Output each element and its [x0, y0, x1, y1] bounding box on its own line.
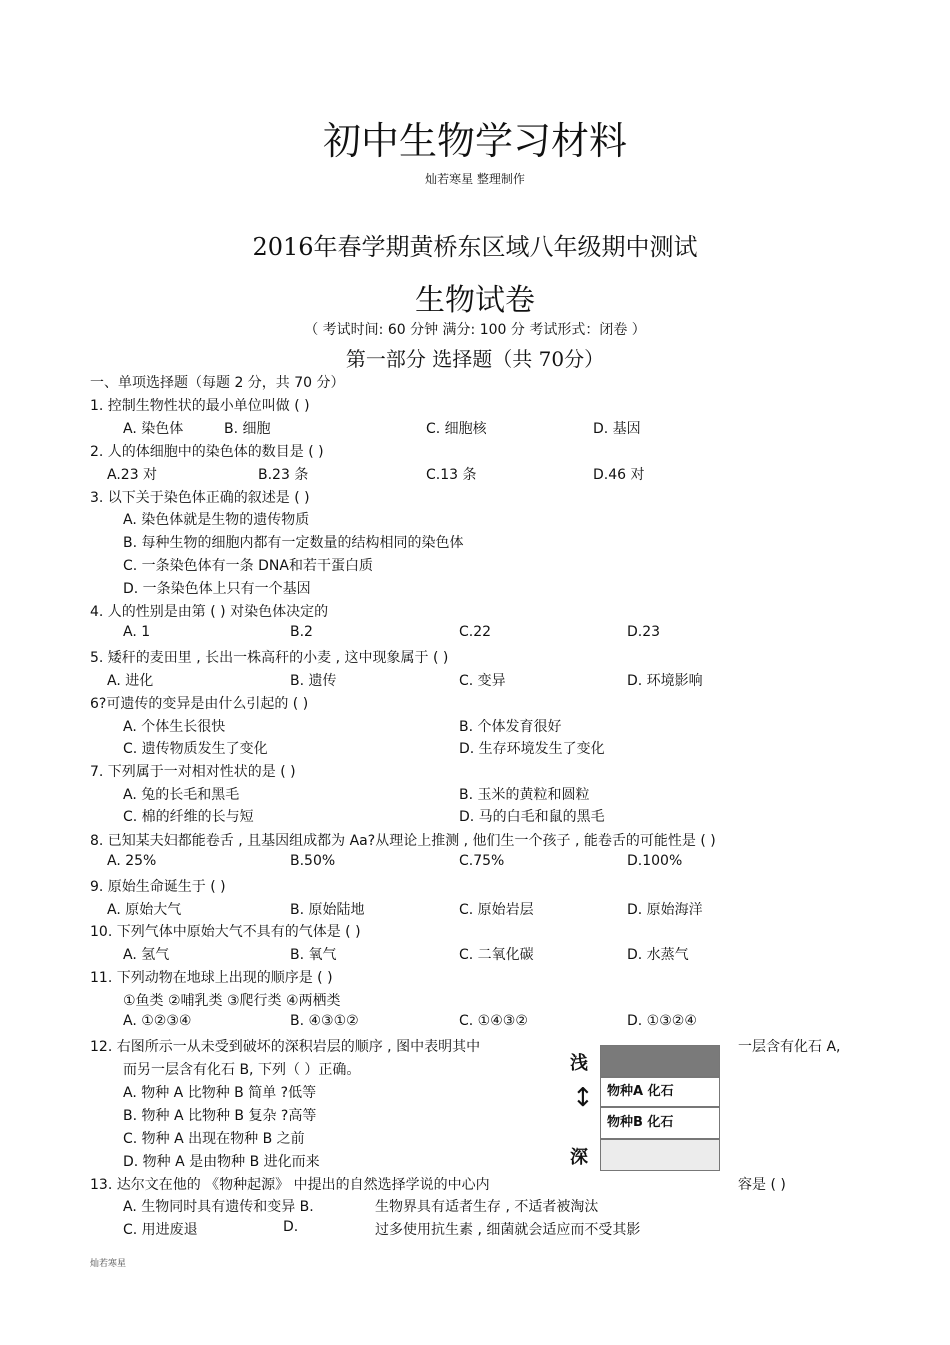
option: A. 兔的长毛和黑毛 [123, 787, 240, 803]
option: A. 进化 [107, 673, 154, 689]
option: A.23 对 [107, 467, 158, 483]
option: B. 原始陆地 [290, 902, 365, 918]
option: B. 玉米的黄粒和圆粒 [459, 787, 590, 803]
question-stem: 12. 右图所示一从未受到破坏的深积岩层的顺序 , 图中表明其中 [90, 1039, 481, 1055]
option: D. 基因 [593, 421, 641, 437]
option: C. 用进废退 [123, 1222, 198, 1238]
part-title: 第一部分 选择题（共 70分） [345, 347, 605, 371]
option: D.23 [627, 624, 661, 640]
rock-strata-figure [568, 1043, 721, 1173]
question-stem: 2. 人的体细胞中的染色体的数目是 ( ) [90, 444, 324, 460]
option: D.46 对 [593, 467, 645, 483]
option: C. 细胞核 [426, 421, 487, 437]
page-footer: 灿若寒星 [90, 1259, 127, 1269]
paper-title: 生物试卷 [415, 283, 535, 318]
question-stem: 11. 下列动物在地球上出现的顺序是 ( ) [90, 970, 333, 986]
option: B.23 条 [258, 467, 309, 483]
shallow-label: 浅 [570, 1053, 588, 1074]
question-stem: 8. 已知某夫妇都能卷舌 , 且基因组成都为 Aa?从理论上推测 , 他们生一个孩子 , 能卷舌的可能性是 ( ) [90, 833, 716, 849]
option: B. 个体发育很好 [459, 719, 562, 735]
option: B. ④③①② [290, 1013, 359, 1029]
page-title: 初中生物学习材料 [322, 119, 627, 163]
option: C. 原始岩层 [459, 902, 534, 918]
option: A. 生物同时具有遗传和变异 B. [123, 1199, 314, 1215]
option-continued: 过多使用抗生素 , 细菌就会适应而不受其影 [375, 1222, 641, 1238]
option: D. [283, 1219, 299, 1235]
exam-info: （ 考试时间: 60 分钟 满分: 100 分 考试形式：闭卷 ） [304, 322, 646, 338]
option: C.13 条 [426, 467, 477, 483]
option: A. 原始大气 [107, 902, 182, 918]
option: A. 个体生长很快 [123, 719, 226, 735]
option: B. 氧气 [290, 947, 337, 963]
option: C. 二氧化碳 [459, 947, 534, 963]
question-stem: 10. 下列气体中原始大气不具有的气体是 ( ) [90, 924, 361, 940]
option: B. 细胞 [224, 421, 271, 437]
exam-heading: 2016年春学期黄桥东区域八年级期中测试 [252, 233, 698, 261]
option: C. 变异 [459, 673, 506, 689]
option: C. 物种 A 出现在物种 B 之前 [123, 1131, 305, 1147]
option: A. 1 [123, 624, 151, 640]
option: D.100% [627, 853, 683, 869]
question-stem: 5. 矮秆的麦田里 , 长出一株高秆的小麦 , 这中现象属于 ( ) [90, 650, 449, 666]
question-stem: 1. 控制生物性状的最小单位叫做 ( ) [90, 398, 310, 414]
deep-label: 深 [570, 1147, 588, 1168]
option: C.75% [459, 853, 505, 869]
question-stem: 7. 下列属于一对相对性状的是 ( ) [90, 764, 296, 780]
option: B.50% [290, 853, 336, 869]
question-note: ①鱼类 ②哺乳类 ③爬行类 ④两栖类 [123, 993, 341, 1009]
option-continued: 生物界具有适者生存 , 不适者被淘汰 [375, 1199, 599, 1215]
option: D. 环境影响 [627, 673, 703, 689]
option: C. 遗传物质发生了变化 [123, 741, 268, 757]
option: A. 染色体就是生物的遗传物质 [123, 512, 310, 528]
option: D. ①③②④ [627, 1013, 697, 1029]
option: C. 一条染色体有一条 DNA和若干蛋白质 [123, 558, 373, 574]
question-stem: 13. 达尔文在他的 《物种起源》 中提出的自然选择学说的中心内 [90, 1177, 490, 1193]
option: B.2 [290, 624, 313, 640]
section-title: 一、单项选择题（每题 2 分，共 70 分） [90, 375, 345, 391]
option: D. 物种 A 是由物种 B 进化而来 [123, 1154, 320, 1170]
option: C. 棉的纤维的长与短 [123, 809, 254, 825]
option: A. 染色体 [123, 421, 184, 437]
option: B. 物种 A 比物种 B 复杂 ?高等 [123, 1108, 317, 1124]
option: A. ①②③④ [123, 1013, 192, 1029]
depth-arrow-icon: ↕ [572, 1083, 594, 1113]
question-stem-continued: 一层含有化石 A, [738, 1039, 841, 1055]
layer-species-b: 物种B 化石 [600, 1107, 720, 1139]
option: D. 原始海洋 [627, 902, 703, 918]
option: B. 遗传 [290, 673, 337, 689]
question-stem: 9. 原始生命诞生于 ( ) [90, 879, 226, 895]
option: C. ①④③② [459, 1013, 528, 1029]
question-stem: 3. 以下关于染色体正确的叙述是 ( ) [90, 490, 310, 506]
page-subtitle: 灿若寒星 整理制作 [425, 172, 525, 186]
top-rock-layer [600, 1045, 720, 1077]
option: A. 氢气 [123, 947, 170, 963]
option: D. 生存环境发生了变化 [459, 741, 605, 757]
option: D. 一条染色体上只有一个基因 [123, 581, 311, 597]
layer-species-a: 物种A 化石 [600, 1077, 720, 1107]
option: A. 物种 A 比物种 B 简单 ?低等 [123, 1085, 317, 1101]
question-stem-line2: 而另一层含有化石 B, 下列（ ）正确。 [123, 1062, 361, 1078]
option: C.22 [459, 624, 492, 640]
option: A. 25% [107, 853, 157, 869]
option: D. 马的白毛和鼠的黑毛 [459, 809, 605, 825]
question-stem: 4. 人的性别是由第 ( ) 对染色体决定的 [90, 604, 329, 620]
option: D. 水蒸气 [627, 947, 689, 963]
question-stem: 6?可遗传的变异是由什么引起的 ( ) [90, 696, 309, 712]
option: B. 每种生物的细胞内都有一定数量的结构相同的染色体 [123, 535, 464, 551]
bottom-rock-layer [600, 1139, 720, 1171]
question-stem-continued: 容是 ( ) [738, 1177, 786, 1193]
